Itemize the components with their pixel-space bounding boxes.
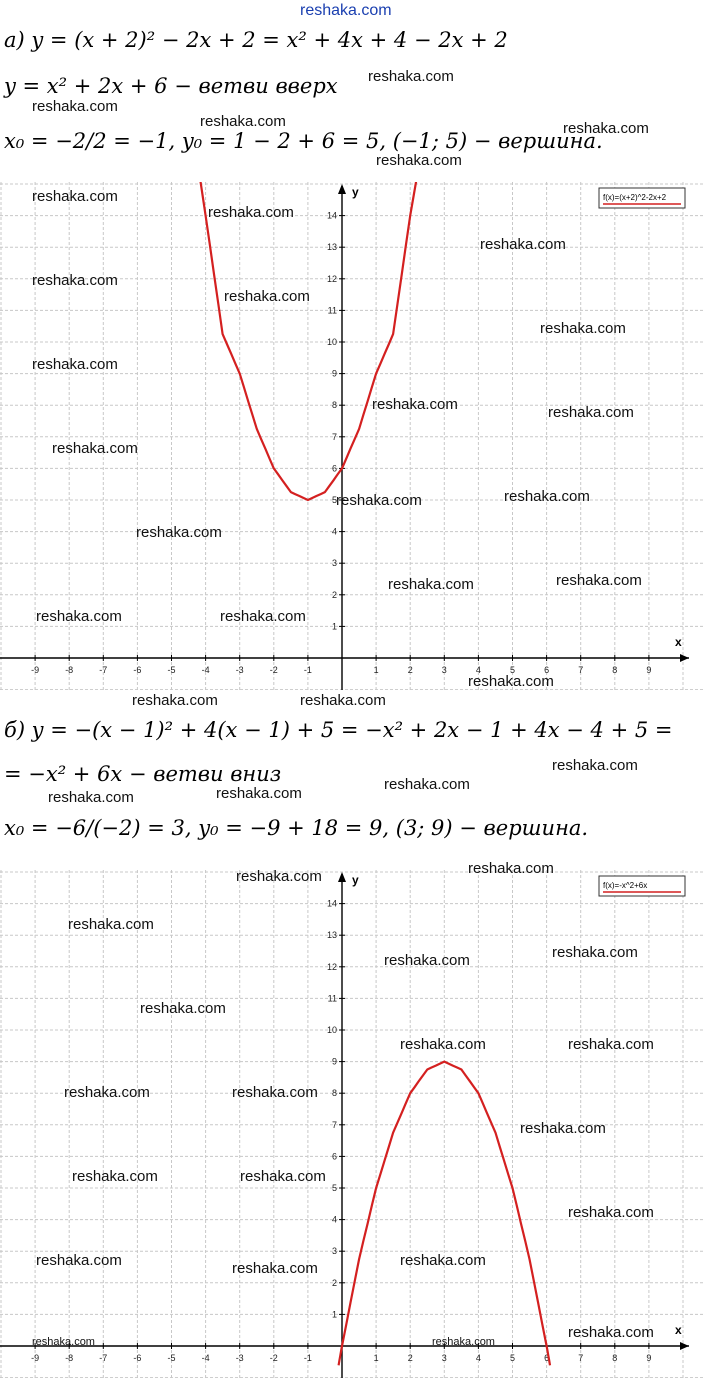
x-tick-label: 2: [407, 1353, 413, 1363]
x-tick-label: 6: [544, 1353, 550, 1363]
y-tick-label: 6: [331, 1151, 337, 1162]
x-tick-label: -5: [167, 665, 176, 675]
y-tick-label: 11: [327, 993, 337, 1004]
x-tick-label: -2: [269, 665, 278, 675]
x-tick-label: 8: [612, 1353, 618, 1363]
x-tick-label: -4: [201, 665, 210, 675]
y-tick-label: 5: [331, 1183, 337, 1193]
watermark: reshaka.com: [563, 120, 649, 137]
part-b-line-2: = −x² + 6x − ветви вниз: [4, 762, 282, 786]
watermark: reshaka.com: [200, 113, 286, 130]
watermark: reshaka.com: [568, 1036, 654, 1053]
watermark: reshaka.com: [208, 204, 294, 221]
legend-label: f(x)=-x^2+6x: [603, 881, 648, 890]
part-a-line-2: y = x² + 2x + 6 − ветви вверх: [4, 74, 338, 98]
watermark: reshaka.com: [556, 572, 642, 589]
y-tick-label: 13: [326, 930, 337, 941]
y-tick-label: 12: [326, 961, 337, 972]
x-tick-label: 7: [578, 665, 584, 675]
x-tick-label: 7: [578, 1353, 584, 1363]
x-tick-label: -6: [133, 1353, 142, 1363]
y-axis-arrow: [338, 872, 346, 882]
x-tick-label: 5: [509, 665, 516, 675]
part-a-line-3: x₀ = −2/2 = −1, y₀ = 1 − 2 + 6 = 5, (−1; 5) − вершина.: [4, 129, 603, 153]
watermark: reshaka.com: [32, 98, 118, 115]
y-tick-label: 1: [331, 621, 337, 632]
watermark: reshaka.com: [400, 1252, 486, 1269]
watermark: reshaka.com: [480, 236, 566, 253]
watermark: reshaka.com: [568, 1324, 654, 1341]
y-tick-label: 3: [331, 558, 337, 569]
y-tick-label: 8: [331, 1088, 337, 1099]
part-b-line-3: x₀ = −6/(−2) = 3, y₀ = −9 + 18 = 9, (3; 9) − вершина.: [4, 816, 589, 840]
y-tick-label: 10: [326, 1025, 337, 1035]
x-tick-label: 2: [407, 665, 413, 675]
x-tick-label: -3: [235, 665, 244, 675]
y-tick-label: 2: [331, 589, 337, 600]
watermark: reshaka.com: [140, 1000, 226, 1017]
x-tick-label: -7: [99, 665, 108, 675]
part-a-line-1: а) y = (x + 2)² − 2x + 2 = x² + 4x + 4 − 2x + 2: [4, 28, 508, 52]
y-tick-label: 3: [331, 1246, 337, 1257]
watermark: reshaka.com: [336, 492, 422, 509]
watermark: reshaka.com: [368, 68, 454, 85]
x-axis-label: x: [675, 1323, 682, 1337]
watermark: reshaka.com: [388, 576, 474, 593]
x-tick-label: -8: [65, 665, 74, 675]
x-tick-label: 1: [373, 1353, 379, 1363]
site-watermark-top: reshaka.com: [300, 2, 392, 19]
y-tick-label: 7: [331, 431, 337, 442]
watermark: reshaka.com: [32, 188, 118, 205]
x-axis-arrow: [680, 654, 689, 662]
part-b-line-1: б) y = −(x − 1)² + 4(x − 1) + 5 = −x² + 2x − 1 + 4x − 4 + 5 =: [4, 718, 673, 742]
x-tick-label: 5: [509, 1353, 516, 1363]
y-tick-label: 4: [331, 526, 337, 537]
watermark: reshaka.com: [32, 1336, 95, 1348]
x-tick-label: 6: [544, 665, 550, 675]
watermark: reshaka.com: [384, 776, 470, 793]
x-axis-arrow: [680, 1342, 689, 1350]
watermark: reshaka.com: [300, 692, 386, 709]
y-tick-label: 4: [331, 1214, 337, 1225]
watermark: reshaka.com: [432, 1336, 495, 1348]
y-tick-label: 12: [326, 273, 337, 284]
y-axis-label: y: [352, 873, 359, 887]
watermark: reshaka.com: [236, 868, 322, 885]
watermark: reshaka.com: [232, 1260, 318, 1277]
watermark: reshaka.com: [372, 396, 458, 413]
watermark: reshaka.com: [32, 356, 118, 373]
watermark: reshaka.com: [552, 944, 638, 961]
watermark: reshaka.com: [548, 404, 634, 421]
watermark: reshaka.com: [552, 757, 638, 774]
watermark: reshaka.com: [216, 785, 302, 802]
watermark: reshaka.com: [136, 524, 222, 541]
watermark: reshaka.com: [376, 152, 462, 169]
x-axis-label: x: [675, 635, 682, 649]
x-tick-label: -3: [235, 1353, 244, 1363]
x-tick-label: 4: [475, 1353, 481, 1363]
x-tick-label: 1: [373, 665, 379, 675]
x-tick-label: -6: [133, 665, 142, 675]
watermark: reshaka.com: [520, 1120, 606, 1137]
watermark: reshaka.com: [32, 272, 118, 289]
y-axis-arrow: [338, 184, 346, 194]
legend-label: f(x)=(x+2)^2-2x+2: [603, 193, 667, 202]
watermark: reshaka.com: [52, 440, 138, 457]
y-tick-label: 9: [331, 368, 337, 379]
watermark: reshaka.com: [384, 952, 470, 969]
watermark: reshaka.com: [220, 608, 306, 625]
x-tick-label: 8: [612, 665, 618, 675]
x-tick-label: 3: [441, 665, 447, 675]
y-axis-label: y: [352, 185, 359, 199]
x-tick-label: -5: [167, 1353, 176, 1363]
watermark: reshaka.com: [132, 692, 218, 709]
y-tick-label: 1: [331, 1309, 337, 1320]
y-tick-label: 6: [331, 463, 337, 474]
watermark: reshaka.com: [48, 789, 134, 806]
x-tick-label: -1: [303, 1353, 312, 1363]
y-tick-label: 9: [331, 1056, 337, 1067]
watermark: reshaka.com: [400, 1036, 486, 1053]
watermark: reshaka.com: [232, 1084, 318, 1101]
watermark: reshaka.com: [224, 288, 310, 305]
watermark: reshaka.com: [504, 488, 590, 505]
watermark: reshaka.com: [540, 320, 626, 337]
x-tick-label: 9: [646, 665, 652, 675]
x-tick-label: -9: [31, 1353, 40, 1363]
watermark: reshaka.com: [468, 673, 554, 690]
x-tick-label: -7: [99, 1353, 108, 1363]
y-tick-label: 7: [331, 1119, 337, 1130]
y-tick-label: 8: [331, 400, 337, 411]
y-tick-label: 14: [326, 898, 337, 909]
watermark: reshaka.com: [468, 860, 554, 877]
y-tick-label: 11: [327, 305, 337, 316]
y-tick-label: 2: [331, 1277, 337, 1288]
x-tick-label: -8: [65, 1353, 74, 1363]
y-tick-label: 14: [326, 210, 337, 221]
watermark: reshaka.com: [68, 916, 154, 933]
watermark: reshaka.com: [72, 1168, 158, 1185]
watermark: reshaka.com: [568, 1204, 654, 1221]
x-tick-label: 3: [441, 1353, 447, 1363]
x-tick-label: -2: [269, 1353, 278, 1363]
y-tick-label: 5: [331, 495, 337, 505]
x-tick-label: 4: [475, 665, 481, 675]
watermark: reshaka.com: [36, 608, 122, 625]
watermark: reshaka.com: [64, 1084, 150, 1101]
y-tick-label: 10: [326, 337, 337, 347]
watermark: reshaka.com: [36, 1252, 122, 1269]
x-tick-label: 9: [646, 1353, 652, 1363]
x-tick-label: -4: [201, 1353, 210, 1363]
x-tick-label: -9: [31, 665, 40, 675]
x-tick-label: -1: [303, 665, 312, 675]
y-tick-label: 13: [326, 242, 337, 253]
watermark: reshaka.com: [240, 1168, 326, 1185]
